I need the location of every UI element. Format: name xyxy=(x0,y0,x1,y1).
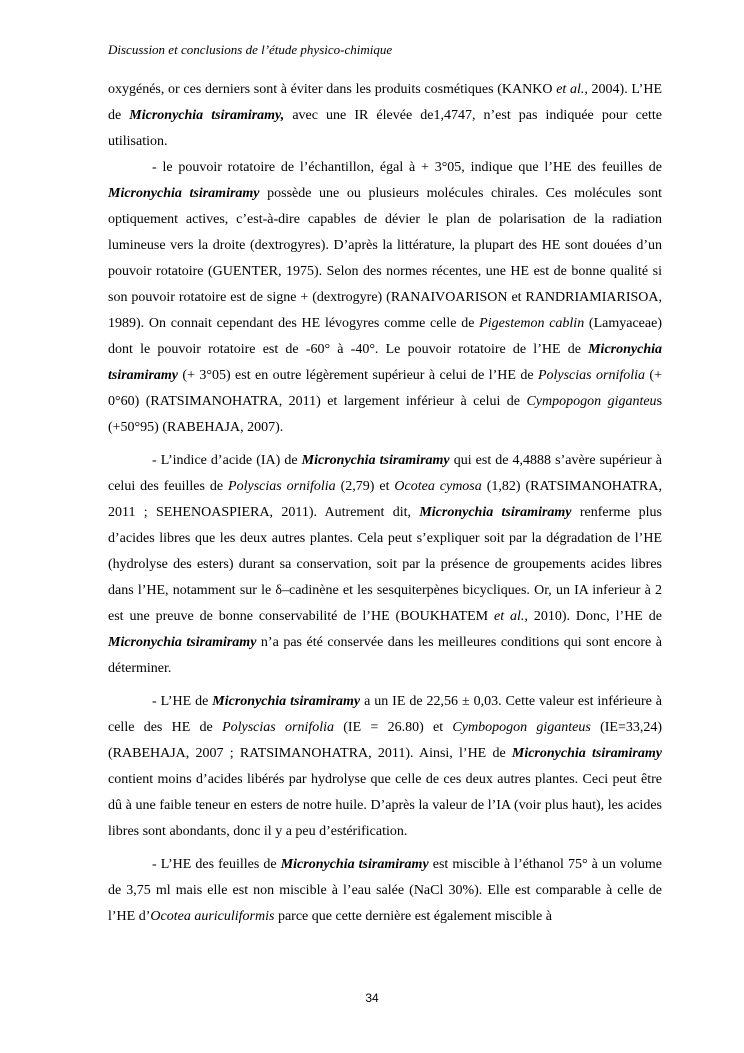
emphasized-term: Micronychia tsiramiramy xyxy=(511,746,662,761)
paragraph xyxy=(108,689,662,845)
text-run: renferme plus d’acides libres que les deux autres plantes. Cela peut s’expliquer soit par la dégradation de l’HE (hydrolyse des esters) durant sa conservation, soit par la présence de groupements acides libres dans l’HE, notamment sur le δ–cadinène et les sesquiterpènes bicycliques. Or, un IA inferieur à 2 est une preuve de bonne conservabilité de l’HE (BOUKHATEM xyxy=(108,505,663,624)
text-run: a un IE de 22,56 ± 0,03. Cette valeur est inférieure à celle des HE de xyxy=(108,694,662,735)
text-run: (1,82) (RATSIMANOHATRA, 2011 ; SEHENOASPIERA, 2011). Autrement dit, xyxy=(108,479,662,520)
text-run: - L’HE de xyxy=(152,694,213,709)
text-run: - L’HE des feuilles de xyxy=(152,857,281,872)
emphasized-term: Micronychia tsiramiramy xyxy=(280,857,429,872)
paragraph xyxy=(108,77,662,155)
text-run: parce que cette dernière est également miscible à xyxy=(274,909,552,924)
body-text xyxy=(108,77,662,930)
text-run: n’a pas été conservée dans les meilleures conditions qui sont encore à déterminer. xyxy=(108,635,663,676)
text-run: avec une IR élevée de1,4747, n’est pas indiquée pour cette utilisation. xyxy=(108,108,662,149)
paragraph xyxy=(108,448,662,682)
emphasized-term: Micronychia tsiramiramy xyxy=(301,453,450,468)
emphasized-term: Ocotea cymosa xyxy=(394,479,482,494)
paragraph xyxy=(108,852,662,930)
emphasized-term: Polyscias ornifolia xyxy=(228,479,336,494)
text-run: - L’indice d’acide (IA) de xyxy=(152,453,302,468)
text-run: (2,79) et xyxy=(335,479,395,494)
text-run: (+ 3°05) est en outre légèrement supérieur à celui de l’HE de xyxy=(178,368,538,383)
text-run: (IE = 26.80) et xyxy=(334,720,453,735)
text-run: s (+50°95) (RABEHAJA, 2007). xyxy=(108,394,663,435)
text-run: oxygénés, or ces derniers sont à éviter dans les produits cosmétiques (KANKO xyxy=(108,82,557,97)
emphasized-term: Micronychia tsiramiramy xyxy=(108,635,257,650)
emphasized-term: Pigestemon cablin xyxy=(479,316,585,331)
text-run: qui est de 4,4888 s’avère supérieur à celui des feuilles de xyxy=(108,453,662,494)
emphasized-term: Micronychia tsiramiramy, xyxy=(129,108,285,123)
emphasized-term: Micronychia tsiramiramy xyxy=(419,505,572,520)
text-run: contient moins d’acides libérés par hydrolyse que celle de ces deux autres plantes. Ceci peut être dû à une faible teneur en esters de notre huile. D’après la valeur de l’IA (voir plus haut), les acides libres sont abondants, donc il y a peu d’estérification. xyxy=(108,772,662,839)
paragraph xyxy=(108,155,662,441)
text-run: (Lamyaceae) dont le pouvoir rotatoire est de -60° à -40°. Le pouvoir rotatoire de l’HE de xyxy=(108,316,662,357)
text-run: (IE=33,24) (RABEHAJA, 2007 ; RATSIMANOHATRA, 2011). Ainsi, l’HE de xyxy=(108,720,663,761)
emphasized-term: Cymbopogon giganteus xyxy=(452,720,591,735)
emphasized-term: Polyscias ornifolia xyxy=(537,368,646,383)
text-run: (+ 0°60) (RATSIMANOHATRA, 2011) et largement inférieur à celui de xyxy=(108,368,662,409)
emphasized-term: Cympopogon giganteu xyxy=(526,394,657,409)
emphasized-term: Micronychia tsiramiramy xyxy=(212,694,361,709)
emphasized-term: Ocotea auriculiformis xyxy=(150,909,275,924)
text-run: 2010). Donc, l’HE de xyxy=(527,609,662,624)
text-run: 2004). L’HE de xyxy=(108,82,662,123)
text-run: - le pouvoir rotatoire de l’échantillon, égal à + 3°05, indique que l’HE des feuilles de xyxy=(152,160,662,175)
text-run: possède une ou plusieurs molécules chirales. Ces molécules sont optiquement actives, c’est-à-dire capables de dévier le plan de polarisation de la radiation lumineuse vers la droite (dextrogyres). D’après la littérature, la plupart des HE sont douées d’un pouvoir rotatoire (GUENTER, 1975). Selon des normes récentes, une HE est de bonne qualité si son pouvoir rotatoire est de signe + (dextrogyre) (RANAIVOARISON et RANDRIAMIARISOA, 1989). On connait cependant des HE lévogyres comme celle de xyxy=(108,186,662,331)
emphasized-term: Micronychia tsiramiramy xyxy=(108,186,260,201)
running-header: Discussion et conclusions de l’étude physico-chimique xyxy=(108,42,393,57)
text-run: est miscible à l’éthanol 75° à un volume de 3,75 ml mais elle est non miscible à l’eau salée (NaCl 30%). Elle est comparable à celle de l’HE d’ xyxy=(108,857,662,924)
emphasized-term: Polyscias ornifolia xyxy=(222,720,334,735)
emphasized-term: et al., xyxy=(494,609,528,624)
emphasized-term: et al., xyxy=(556,82,588,97)
emphasized-term: Micronychia tsiramiramy xyxy=(108,342,662,383)
page-number: 34 xyxy=(365,991,379,1005)
